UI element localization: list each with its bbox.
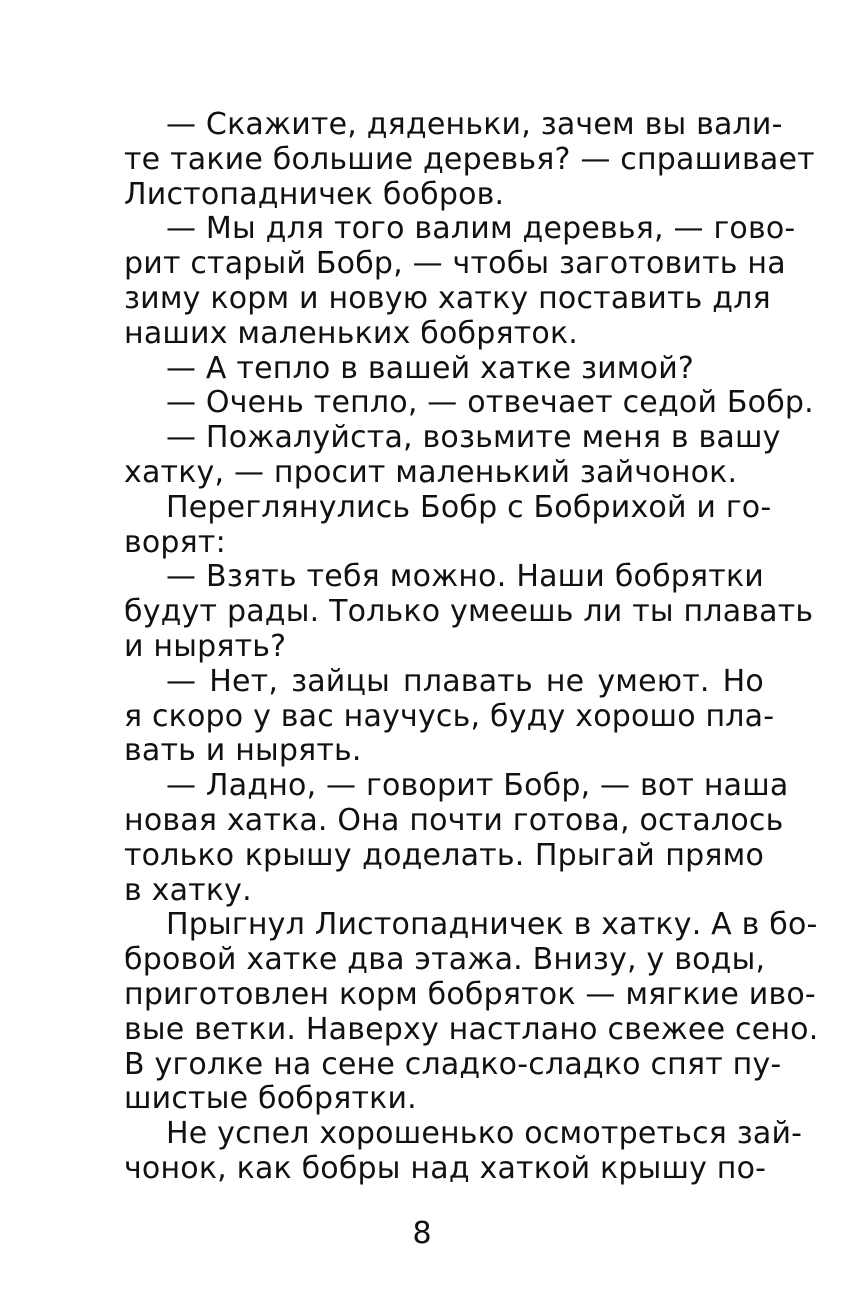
text-line: — Нет, зайцы плавать не умеют. Но xyxy=(166,663,764,699)
text-line: в хатку. xyxy=(124,872,252,908)
text-line: новая хатка. Она почти готова, осталось xyxy=(124,802,784,838)
text-line: бровой хатке два этажа. Внизу, у воды, xyxy=(124,942,766,978)
text-line: Переглянулись Бобр с Бобрихой и го- xyxy=(166,489,772,525)
text-line: будут рады. Только умеешь ли ты плавать xyxy=(124,594,814,630)
text-line: хатку, — просит маленький зайчонок. xyxy=(124,454,738,490)
text-line: ворят: xyxy=(124,524,226,560)
text-line: чонок, как бобры над хаткой крышу по- xyxy=(124,1150,767,1186)
text-line: шистые бобрятки. xyxy=(124,1081,417,1117)
text-line: — Ладно, — говорит Бобр, — вот наша xyxy=(166,768,789,804)
text-line: те такие большие деревья? — спрашивает xyxy=(124,141,815,177)
text-line: — Пожалуйста, возьмите меня в вашу xyxy=(166,420,781,456)
text-line: вые ветки. Наверху настлано свежее сено. xyxy=(124,1011,819,1047)
text-line: В уголке на сене сладко-сладко спят пу- xyxy=(124,1046,782,1082)
text-line: — Скажите, дяденьки, зачем вы вали- xyxy=(166,107,783,142)
text-line: Прыгнул Листопадничек в хатку. А в бо- xyxy=(166,907,818,943)
page-number: 8 xyxy=(412,1216,432,1251)
text-line: рит старый Бобр, — чтобы заготовить на xyxy=(124,246,786,282)
text-line: наших маленьких бобряток. xyxy=(124,315,579,351)
story-text xyxy=(124,107,819,1187)
text-line: вать и нырять. xyxy=(124,733,362,769)
text-line: зиму корм и новую хатку поставить для xyxy=(124,280,771,316)
text-line: Листопадничек бобров. xyxy=(124,176,505,212)
text-line: — Мы для того валим деревья, — гово- xyxy=(166,211,796,247)
text-line: Не успел хорошенько осмотреться зай- xyxy=(166,1116,803,1152)
text-line: — Взять тебя можно. Наши бобрятки xyxy=(166,559,764,595)
text-line: — Очень тепло, — отвечает седой Бобр. xyxy=(166,385,814,421)
text-line: приготовлен корм бобряток — мягкие иво- xyxy=(124,976,816,1012)
text-line: я скоро у вас научусь, буду хорошо пла- xyxy=(124,698,775,734)
text-line: и нырять? xyxy=(124,628,287,664)
text-line: — А тепло в вашей хатке зимой? xyxy=(166,350,695,386)
text-line: только крышу доделать. Прыгай прямо xyxy=(124,837,764,873)
